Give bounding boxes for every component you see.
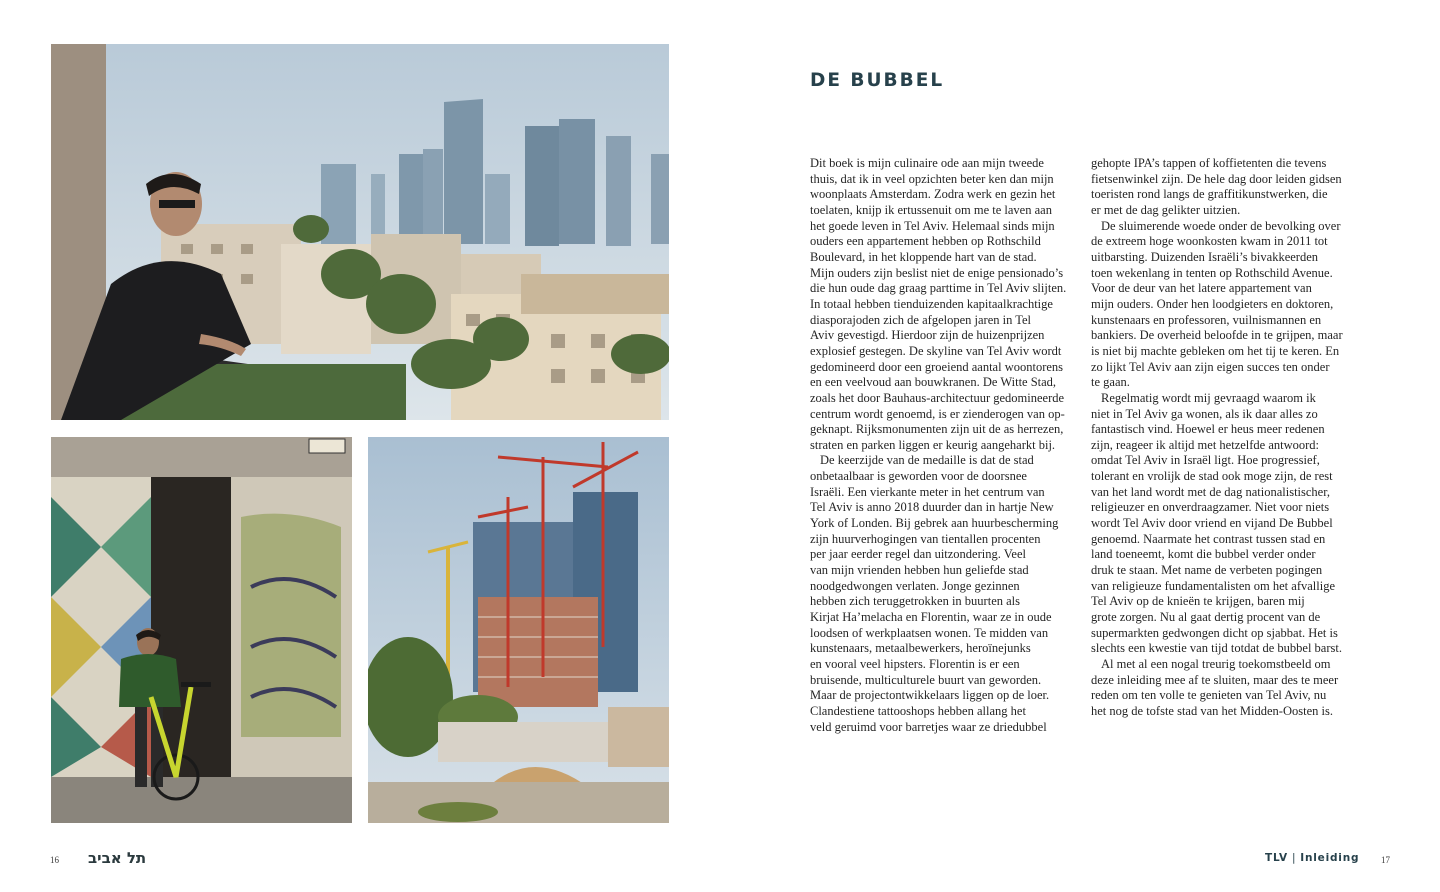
text-line: mijn ouders. Onder hen loodgieters en doktoren,: [1091, 296, 1334, 311]
text-line: zo lijkt Tel Aviv aan zijn eigen succes ten onder: [1091, 359, 1330, 374]
text-line: toelaten, knijp ik ertussenuit om me te laven aan: [810, 202, 1052, 217]
text-line: thuis, dat ik in veel opzichten beter ken dan mijn: [810, 171, 1054, 186]
text-line: gedomineerd door een groeiend aantal woontorens: [810, 359, 1064, 374]
text-line: De sluimerende woede onder de bevolking over: [1101, 218, 1341, 233]
text-line: land toeneemt, komt die bubbel verder onder: [1091, 547, 1316, 562]
text-line: bankiers. De overheid beloofde in te grijpen, maar: [1091, 328, 1343, 343]
text-line: te gaan.: [1091, 375, 1130, 390]
text-line: onbetaalbaar is geworden voor de doorsnee: [810, 469, 1027, 484]
text-line: gehopte IPA’s tappen of koffietenten die tevens: [1091, 156, 1327, 170]
text-line: ouders een appartement hebben op Rothschild: [810, 234, 1041, 249]
text-line: het goede leven in Tel Aviv. Helemaal sinds mijn: [810, 218, 1055, 233]
text-line: per jaar eerder regel dan uitzondering. Veel: [810, 547, 1026, 562]
text-line: hebben zich teruggetrokken in buurten als: [810, 594, 1020, 609]
text-line: De keerzijde van de medaille is dat de stad: [820, 453, 1034, 468]
text-line: en vooral veel hipsters. Florentin is er een: [810, 657, 1020, 671]
text-line: woonplaats Amsterdam. Zodra werk en gezin het: [810, 187, 1056, 202]
text-line: straten en parken liggen er keurig aangeharkt bij.: [810, 437, 1056, 452]
running-title-separator: |: [1291, 852, 1297, 864]
text-line: van het land wordt met de dag nationalistischer,: [1091, 484, 1331, 499]
text-line: wordt Tel Aviv door vriend en vijand De Bubbel: [1091, 516, 1333, 531]
text-line: tolerant en vrolijk de stad ook moge zijn, de rest: [1091, 469, 1333, 484]
text-line: is niet bij machte gebleken om het tij te keren. En: [1091, 343, 1340, 358]
text-line: supermarkten gedwongen dicht op sjabbat. Het is: [1091, 625, 1338, 640]
text-line: slechts een kwestie van tijd totdat de bubbel barst.: [1091, 641, 1342, 656]
text-line: Boulevard, in het kloppende hart van de stad.: [810, 249, 1037, 264]
text-line: Dit boek is mijn culinaire ode aan mijn tweede: [810, 156, 1044, 170]
text-line: toen wekenlang in tenten op Rothschild Avenue.: [1091, 265, 1333, 280]
text-line: omdat Tel Aviv in Israël ligt. Hoe progressief,: [1091, 453, 1320, 468]
text-line: centrum wordt genoemd, is er zienderogen van op-: [810, 406, 1065, 421]
text-line: explosief gestegen. De skyline van Tel Aviv wordt: [810, 343, 1062, 358]
text-line: In totaal hebben tienduizenden kapitaalkrachtige: [810, 296, 1053, 311]
text-line: er met de dag gelikter uitzien.: [1091, 202, 1241, 217]
text-line: druk te staan. Met name de verbeten pogingen: [1091, 563, 1323, 578]
text-line: religieuzer en onverdraagzamer. Niet voor niets: [1091, 500, 1330, 515]
text-line: fantastisch vind. Hoewel er heus meer redenen: [1091, 422, 1325, 437]
running-title-part2: Inleiding: [1300, 852, 1360, 864]
text-line: reden om ten volle te genieten van Tel Aviv, nu: [1091, 688, 1327, 703]
text-line: Israëli. Een vierkante meter in het centrum van: [810, 484, 1045, 499]
text-line: genoemd. Naarmate het contrast tussen stad en: [1091, 531, 1326, 546]
text-line: kunstenaars en professoren, vuilnismannen en: [1091, 312, 1322, 327]
text-line: de extreem hoge woonkosten kwam in 2011 tot: [1091, 234, 1328, 249]
body-column-1: [810, 156, 1072, 735]
text-line: kunstenaars, metaalbewerkers, heroïnejunks: [810, 641, 1031, 656]
text-line: deze inleiding mee af te sluiten, maar des te meer: [1091, 672, 1339, 687]
page-number-right: 17: [1381, 855, 1390, 865]
running-title-hebrew: תל אביב: [88, 849, 147, 867]
text-line: toeristen rond langs de graffitikunstwerken, die: [1091, 187, 1328, 202]
text-line: van mijn vrienden hebben hun geliefde stad: [810, 563, 1029, 578]
man-on-balcony-photo: [51, 44, 669, 420]
text-line: zoals het door Bauhaus-architectuur gedomineerde: [810, 390, 1065, 405]
page-number-left: 16: [50, 855, 59, 865]
text-line: Tel Aviv is anno 2018 duurder dan in hartje New: [810, 500, 1054, 515]
text-line: Kirjat Ha’melacha en Florentin, waar ze in oude: [810, 610, 1052, 625]
text-line: het nog de tofste stad van het Midden-Oosten is.: [1091, 703, 1333, 718]
construction-cranes-photo: [368, 437, 669, 823]
text-line: grote zorgen. Nu al gaat dertig procent van de: [1091, 610, 1321, 625]
chapter-heading: DE BUBBEL: [810, 70, 945, 91]
text-line: uitbarsting. Duizenden Israëli’s bivakkeerden: [1091, 249, 1319, 264]
text-line: Tel Aviv op de knieën te krijgen, baren mij: [1091, 594, 1305, 609]
text-line: loodsen of werkplaatsen wonen. Te midden van: [810, 625, 1049, 640]
text-line: Mijn ouders zijn beslist niet de enige pensionado’s: [810, 265, 1064, 280]
text-line: Al met al een nogal treurig toekomstbeeld om: [1101, 657, 1331, 671]
text-line: Maar de projectontwikkelaars liggen op de loer.: [810, 688, 1050, 703]
text-line: diasporajoden zich de afgelopen jaren in Tel: [810, 312, 1032, 327]
running-title: [1265, 852, 1359, 864]
running-title-part1: TLV: [1265, 852, 1288, 864]
text-line: niet in Tel Aviv ga wonen, als ik daar alles zo: [1091, 406, 1318, 421]
body-column-2: [1091, 156, 1353, 720]
text-line: fietsenwinkel zijn. De hele dag door leiden gidsen: [1091, 171, 1342, 186]
text-line: Regelmatig wordt mij gevraagd waarom ik: [1101, 390, 1316, 405]
text-line: en een veelvoud aan bouwkranen. De Witte Stad,: [810, 375, 1057, 390]
text-line: bruisende, multiculturele buurt van geworden.: [810, 672, 1042, 687]
text-line: Clandestiene tattooshops hebben allang het: [810, 703, 1026, 718]
text-line: Aviv gevestigd. Hierdoor zijn de huizenprijzen: [810, 328, 1045, 343]
text-line: zijn, reageer ik altijd met hetzelfde antwoord:: [1091, 437, 1320, 452]
text-line: zijn huurverhogingen van tientallen procenten: [810, 531, 1041, 546]
text-line: geknapt. Rijksmonumenten zijn uit de as herrezen,: [810, 422, 1064, 437]
text-line: Voor de deur van het latere appartement van: [1091, 281, 1312, 296]
text-line: York of Londen. Bij gebrek aan huurbescherming: [810, 516, 1059, 531]
text-line: die hun oude dag graag parttime in Tel Aviv slijten.: [810, 281, 1067, 296]
text-line: veld geruimd voor barretjes waar ze driedubbel: [810, 719, 1047, 734]
text-line: van religieuze fundamentalisten om het afvallige: [1091, 578, 1336, 593]
man-with-bicycle-photo: [51, 437, 352, 823]
text-line: noodgedwongen verlaten. Jonge gezinnen: [810, 578, 1020, 593]
